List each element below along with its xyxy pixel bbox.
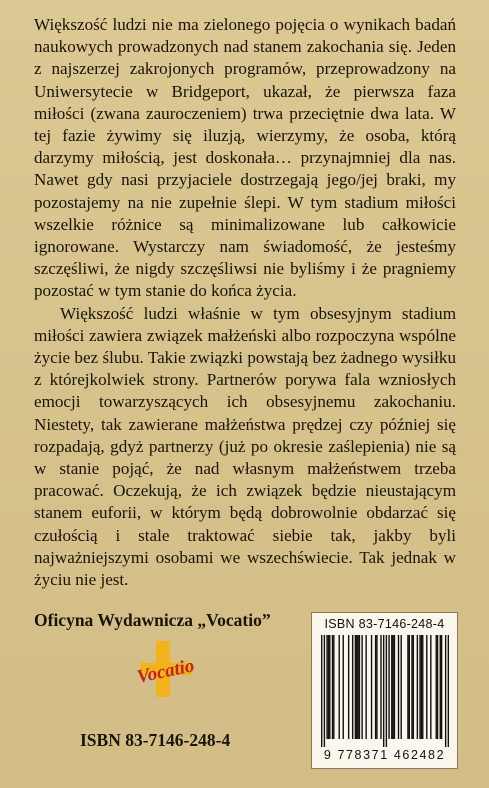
barcode-bar xyxy=(440,635,441,739)
barcode-bar xyxy=(436,635,437,739)
blurb-paragraph-2: Większość ludzi właśnie w tym obsesyjnym stadium miłości zawiera związek małżeński albo rozpoczyna wspólne życie bez ślubu. Takie związki powstają bez żadnego wysiłku z którejkolwiek strony. Partnerów porywa fala wzniosłych emocji towarzyszących ich obsesyjnemu zakochaniu. Niestety, tak zawierane małżeństwa prędzej czy później się rozpadają, gdyż partnerzy (już po okresie zaślepienia) nie są w stanie pojąć, że nad własnym małżeństwem trzeba pracować. Oczekują, że ich związek będzie nieustającym stanem euforii, w którym będą dobrowolnie obdarzać się czułością i stale traktować siebie tak, jakby byli najważniejszymi osobami we wszechświecie. Tak jednak w życiu nie jest. xyxy=(34,303,456,590)
barcode-bar xyxy=(339,635,340,739)
barcode-bar xyxy=(411,635,412,739)
barcode-bar xyxy=(422,635,423,739)
barcode-bar xyxy=(365,635,366,739)
barcode-bar xyxy=(321,635,322,747)
barcode-bar xyxy=(361,635,362,739)
barcode-bar xyxy=(352,635,353,739)
barcode-bar xyxy=(355,635,356,739)
barcode-bar xyxy=(394,635,395,739)
barcode-bar xyxy=(359,635,360,739)
barcode-bar xyxy=(343,635,344,739)
barcode-bar xyxy=(441,635,442,739)
barcode-bar xyxy=(375,635,376,739)
barcode-bar xyxy=(409,635,410,739)
logo-text: Vocatio xyxy=(135,655,197,688)
barcode-bar xyxy=(356,635,357,739)
barcode-bar xyxy=(376,635,377,739)
barcode-bar xyxy=(371,635,372,739)
barcode-panel xyxy=(311,612,458,769)
barcode-bar xyxy=(421,635,422,739)
barcode-bar xyxy=(333,635,334,739)
barcode-bar xyxy=(328,635,329,739)
barcode-bar xyxy=(383,635,384,747)
barcode-bar xyxy=(392,635,393,739)
barcode-bar xyxy=(357,635,358,739)
barcode-bar xyxy=(388,635,389,739)
barcode-bar xyxy=(380,635,381,739)
back-cover-blurb xyxy=(34,14,456,591)
barcode-bar xyxy=(430,635,431,739)
barcode-bar xyxy=(386,635,387,747)
barcode-bar xyxy=(445,635,446,747)
barcode-bars xyxy=(321,635,449,747)
barcode-bar xyxy=(426,635,427,739)
barcode-bar xyxy=(398,635,399,739)
barcode-bar xyxy=(448,635,449,747)
barcode-bar xyxy=(326,635,327,739)
vocatio-logo-icon xyxy=(120,641,210,697)
barcode-bar xyxy=(400,635,401,739)
barcode-bar xyxy=(419,635,420,739)
barcode-bar xyxy=(324,635,325,747)
blurb-paragraph-1: Większość ludzi nie ma zielonego pojęcia o wynikach badań naukowych prowadzonych nad stanem zakochania się. Jeden z najszerzej zakrojonych programów, przeprowadzony na Uniwersytecie w Bridgeport, ukazał, że pierwsza faza miłości (zwana zauroczeniem) trwa przeciętnie dwa lata. W tej fazie żywimy się iluzją, wierzymy, że osoba, którą darzymy miłością, jest doskonała… przynajmniej dla nas. Nawet gdy nasi przyjaciele dostrzegają jego/jej braki, my pozostajemy na nie zupełnie ślepi. W tym stadium miłości wszelkie różnice są minimalizowane lub całkowicie ignorowane. Wystarczy nam świadomość, że jesteśmy szczęśliwi, że nigdy szczęśliwsi nie byliśmy i że pragniemy pozostać w tym stanie do końca życia. xyxy=(34,15,456,301)
barcode-bar xyxy=(348,635,349,739)
barcode-bar xyxy=(329,635,330,739)
barcode-bar xyxy=(407,635,408,739)
publisher-name: Oficyna Wydawnicza „Vocatio” xyxy=(34,610,271,630)
barcode-digits: 9 778371 462482 xyxy=(323,748,446,762)
barcode-isbn-label: ISBN 83-7146-248-4 xyxy=(324,617,445,631)
isbn-number: ISBN 83-7146-248-4 xyxy=(80,730,231,750)
barcode-bar xyxy=(391,635,392,739)
barcode-bar xyxy=(437,635,438,739)
barcode-bar xyxy=(417,635,418,739)
barcode-bar xyxy=(413,635,414,739)
barcode-bar xyxy=(332,635,333,739)
